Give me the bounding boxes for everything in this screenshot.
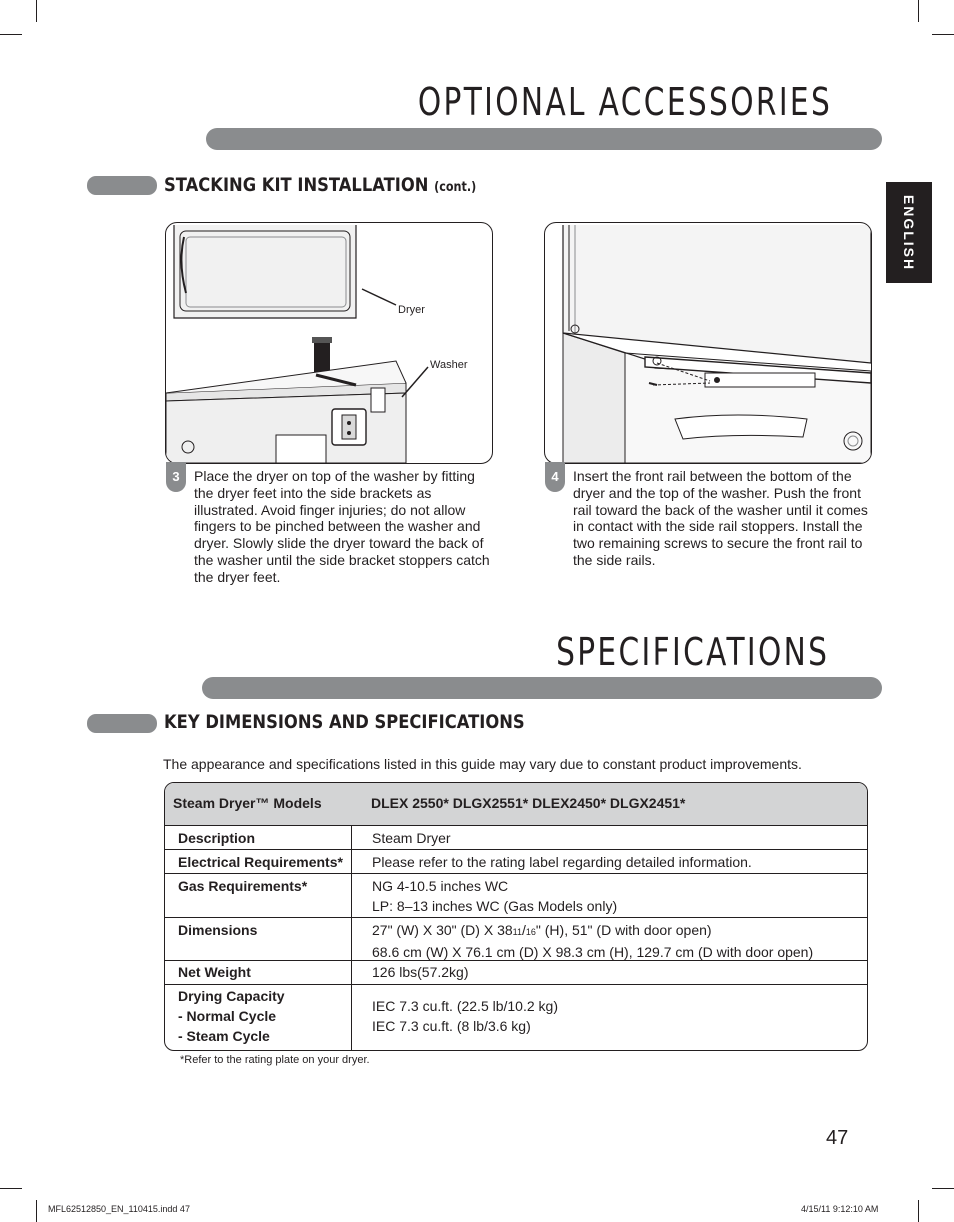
row-label bbox=[178, 986, 285, 1046]
step-number-3: 3 bbox=[166, 462, 186, 492]
title-bar bbox=[206, 128, 882, 150]
table-header bbox=[165, 783, 867, 826]
crop-mark bbox=[932, 34, 954, 35]
subheading-text: STACKING KIT INSTALLATION bbox=[164, 174, 429, 196]
crop-mark bbox=[36, 1200, 37, 1222]
crop-mark bbox=[918, 1200, 919, 1222]
crop-mark bbox=[36, 0, 37, 22]
intro-text: The appearance and specifications listed in this guide may vary due to constant product improvements. bbox=[163, 756, 802, 772]
row-label: Dimensions bbox=[178, 922, 258, 938]
crop-mark bbox=[932, 1188, 954, 1189]
callout-dryer: Dryer bbox=[398, 304, 425, 316]
row-value bbox=[372, 876, 617, 916]
table-row bbox=[165, 825, 867, 850]
table-row bbox=[165, 874, 867, 918]
table-row bbox=[165, 985, 867, 1050]
footer-file-info: MFL62512850_EN_110415.indd 47 bbox=[48, 1204, 190, 1214]
row-value: 27" (W) X 30" (D) X 3811/16" (H), 51" (D with door open) 68.6 cm (W) X 76.1 cm (D) X 98.3 cm (H), 129.7 cm (D with door open) bbox=[372, 922, 814, 960]
row-value-line: LP: 8–13 inches WC (Gas Models only) bbox=[372, 898, 618, 914]
table-footnote: *Refer to the rating plate on your dryer. bbox=[180, 1054, 370, 1066]
section-title-optional-accessories: OPTIONAL ACCESSORIES bbox=[417, 80, 832, 124]
row-value-line: 27" (W) X 30" (D) X 38 bbox=[372, 922, 513, 938]
step-number-4: 4 bbox=[545, 462, 565, 492]
row-value-line: " (H), 51" (D with door open) bbox=[535, 922, 712, 938]
step-4-illustration bbox=[544, 222, 872, 464]
table-row bbox=[165, 918, 867, 961]
heading-pill bbox=[87, 176, 157, 195]
row-label-line: - Steam Cycle bbox=[178, 1028, 270, 1044]
section-title-specifications: SPECIFICATIONS bbox=[555, 630, 829, 674]
spec-table bbox=[164, 782, 868, 1051]
row-label: Description bbox=[178, 830, 256, 846]
step-3-illustration bbox=[165, 222, 493, 464]
row-label-line: - Normal Cycle bbox=[178, 1008, 277, 1024]
step-3-text: Place the dryer on top of the washer by fitting the dryer feet into the side brackets as illustrated. Avoid finger injuries; do not allow fingers to be pinched between the washer and dryer. Slowly slide the dryer toward the back of the washer until the side bracket stoppers catch the dryer feet. bbox=[194, 468, 490, 585]
page-number: 47 bbox=[826, 1127, 849, 1149]
row-value-line: IEC 7.3 cu.ft. (8 lb/3.6 kg) bbox=[372, 1018, 531, 1034]
row-value-line: NG 4-10.5 inches WC bbox=[372, 878, 509, 894]
crop-mark bbox=[918, 0, 919, 22]
row-value: Steam Dryer bbox=[372, 830, 451, 846]
callout-washer: Washer bbox=[430, 359, 468, 371]
row-value-line: 68.6 cm (W) X 76.1 cm (D) X 98.3 cm (H), 129.7 cm (D with door open) bbox=[372, 944, 814, 960]
title-bar bbox=[202, 677, 882, 699]
row-label: Electrical Requirements* bbox=[178, 854, 343, 870]
table-row bbox=[165, 850, 867, 874]
table-row bbox=[165, 961, 867, 985]
language-tab bbox=[886, 182, 932, 283]
step-4-text: Insert the front rail between the bottom of the dryer and the top of the washer. Push the front rail toward the back of the washer until it comes in contact with the side rail stoppers. Install the two remaining screws to secure the front rail to the side rails. bbox=[573, 468, 868, 568]
subheading-stacking-kit bbox=[164, 174, 476, 196]
row-value: 126 lbs(57.2kg) bbox=[372, 964, 469, 980]
row-label-line: Drying Capacity bbox=[178, 988, 285, 1004]
crop-mark bbox=[0, 1188, 22, 1189]
crop-mark bbox=[0, 34, 22, 35]
heading-pill bbox=[87, 714, 157, 733]
fraction-denominator: 16 bbox=[525, 927, 536, 937]
dryer-on-washer-drawing bbox=[166, 223, 492, 463]
row-value: Please refer to the rating label regarding detailed information. bbox=[372, 854, 752, 870]
front-rail-drawing bbox=[545, 223, 871, 463]
row-label: Gas Requirements* bbox=[178, 878, 308, 894]
models-label: Steam Dryer™ Models bbox=[173, 795, 322, 811]
fraction-numerator: 11 bbox=[512, 927, 522, 937]
footer-timestamp: 4/15/11 9:12:10 AM bbox=[801, 1204, 879, 1214]
models-list: DLEX 2550* DLGX2551* DLEX2450* DLGX2451* bbox=[371, 795, 686, 811]
subheading-suffix: (cont.) bbox=[434, 180, 477, 195]
row-label: Net Weight bbox=[178, 964, 251, 980]
subheading-key-dimensions: KEY DIMENSIONS AND SPECIFICATIONS bbox=[164, 711, 525, 733]
row-value-line: IEC 7.3 cu.ft. (22.5 lb/10.2 kg) bbox=[372, 998, 558, 1014]
row-value bbox=[372, 996, 558, 1036]
language-tab-label: ENGLISH bbox=[901, 194, 917, 271]
